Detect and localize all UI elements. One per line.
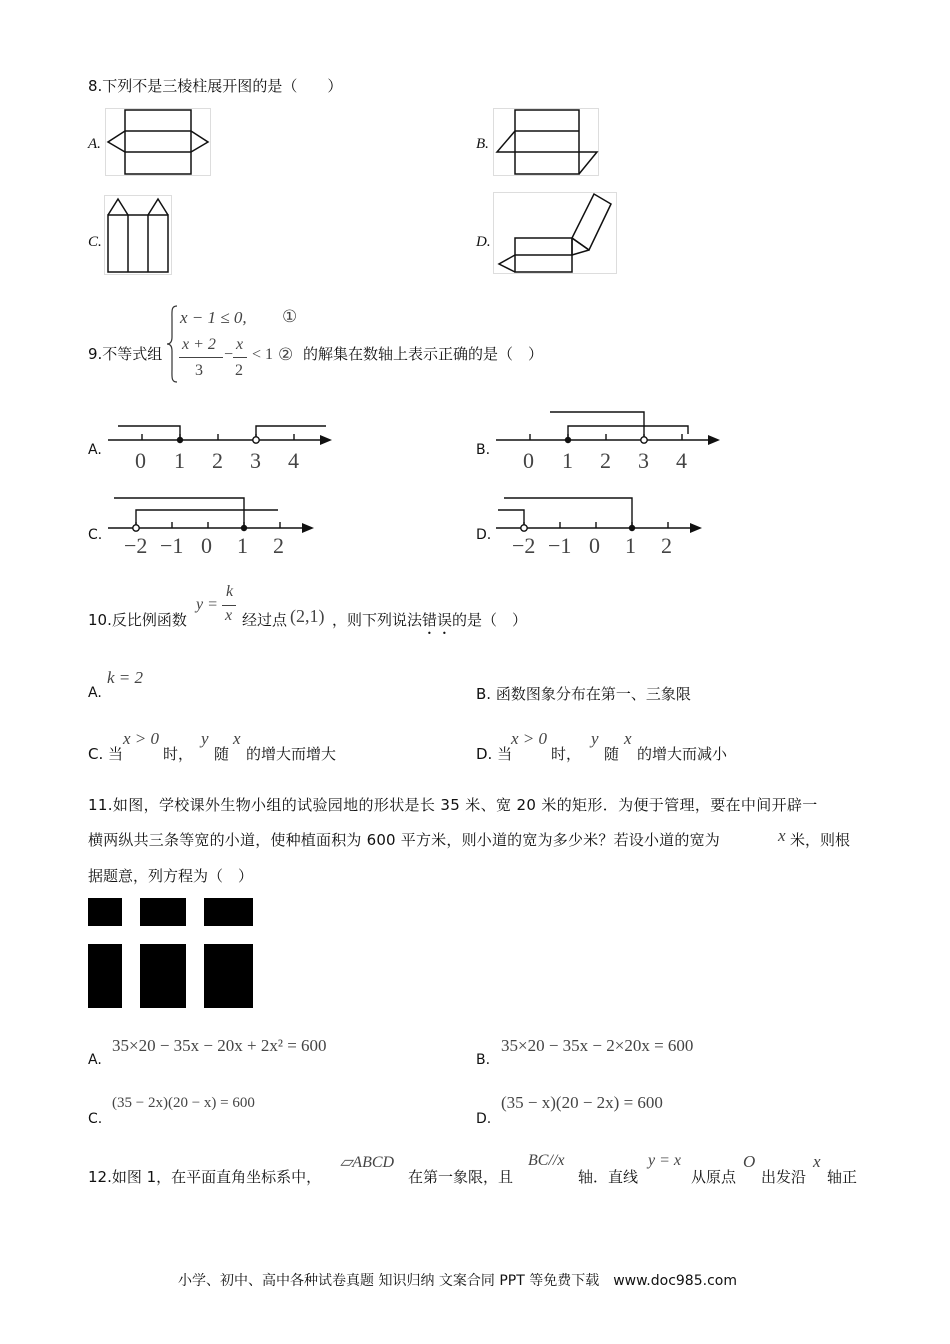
- q10-option-d-y: y: [591, 729, 599, 748]
- q10-option-c-sui: 随: [214, 745, 230, 763]
- q9-d-tick-1: 1: [625, 533, 636, 558]
- q12-prefix: 12.如图 1，在平面直角坐标系中，: [88, 1168, 322, 1186]
- q9-frac2-bar: [233, 357, 247, 358]
- q8-stem: 8.下列不是三棱柱展开图的是（ ）: [88, 77, 343, 95]
- q10-frac-numerator: k: [226, 583, 234, 600]
- q10-option-c-label: C. 当: [88, 745, 124, 763]
- q8-option-c-figure[interactable]: [104, 195, 172, 275]
- q11-option-c-math: (35 − 2x)(20 − x) = 600: [112, 1095, 255, 1111]
- q8-option-b-label: B.: [476, 136, 489, 152]
- q9-option-d-numberline[interactable]: [492, 494, 708, 534]
- q8-option-c-label: C.: [88, 234, 102, 250]
- q9-circle-2: ②: [278, 345, 294, 364]
- q9-c-tick-neg1: −1: [160, 533, 184, 558]
- q8-option-b-figure[interactable]: [493, 108, 599, 176]
- q11-garden-figure: [88, 898, 256, 1010]
- q11-line-3: 据题意，列方程为（ ）: [88, 867, 254, 885]
- q9-c-tick-2: 2: [273, 533, 284, 558]
- q8-option-a-figure[interactable]: [105, 108, 211, 176]
- page-footer: 小学、初中、高中各种试卷真题 知识归纳 文案合同 PPT 等免费下载 www.doc985.com: [178, 1273, 737, 1289]
- q9-brace: [166, 305, 178, 383]
- q10-option-a-label: A.: [88, 685, 102, 701]
- q12-text-1: 在第一象限，且: [408, 1168, 514, 1186]
- q9-d-tick-0: 0: [589, 533, 600, 558]
- q11-option-a-label: A.: [88, 1052, 102, 1068]
- q11-option-b-math: 35×20 − 35x − 2×20x = 600: [501, 1036, 694, 1055]
- q9-less-than-1: < 1: [252, 346, 274, 363]
- q9-frac1-bar: [179, 357, 223, 358]
- q9-b-tick-0: 0: [523, 448, 534, 473]
- q9-option-c-label: C.: [88, 527, 103, 543]
- q12-text-5: 轴正: [827, 1168, 858, 1186]
- q9-frac1-numerator: x + 2: [182, 336, 216, 353]
- q9-suffix: 的解集在数轴上表示正确的是（ ）: [303, 345, 544, 363]
- q9-b-tick-4: 4: [676, 448, 687, 473]
- q9-frac2-denominator: 2: [235, 362, 243, 379]
- q10-frac-denominator: x: [225, 607, 233, 624]
- q11-line-2b: 米，则根: [790, 831, 851, 849]
- q12-bc-parallel: BC//x: [528, 1152, 565, 1169]
- q10-option-c-when: 时，: [163, 745, 194, 763]
- q11-option-d-math: (35 − x)(20 − 2x) = 600: [501, 1093, 663, 1112]
- q9-option-c-numberline[interactable]: [104, 494, 320, 534]
- q10-option-d-sui: 随: [604, 745, 620, 763]
- q8-option-d-figure[interactable]: [493, 192, 617, 274]
- q11-line-2-x: x: [778, 826, 786, 845]
- q12-parallelogram: ▱ABCD: [340, 1154, 395, 1171]
- q9-a-tick-2: 2: [212, 448, 223, 473]
- q9-option-b-label: B.: [476, 442, 491, 458]
- q9-frac2-numerator: x: [236, 336, 244, 353]
- q9-b-tick-3: 3: [638, 448, 649, 473]
- q12-line-yx: y = x: [648, 1152, 681, 1169]
- q10-prefix: 10.反比例函数: [88, 611, 187, 629]
- q9-c-tick-neg2: −2: [124, 533, 148, 558]
- q12-origin: O: [743, 1152, 756, 1171]
- q9-a-tick-3: 3: [250, 448, 261, 473]
- q10-option-d-when: 时，: [551, 745, 582, 763]
- q10-point: (2,1): [290, 606, 325, 626]
- q12-text-4: 出发沿: [761, 1168, 807, 1186]
- q9-inequality-1: x − 1 ≤ 0,: [180, 308, 247, 327]
- q10-option-c-condition: x > 0: [123, 729, 160, 748]
- q11-option-b-label: B.: [476, 1052, 491, 1068]
- q9-c-tick-0: 0: [201, 533, 212, 558]
- q8-option-a-label: A.: [88, 136, 101, 152]
- q9-a-tick-1: 1: [174, 448, 185, 473]
- q12-x: x: [813, 1152, 821, 1171]
- q11-option-a-math: 35×20 − 35x − 20x + 2x² = 600: [112, 1036, 327, 1055]
- q12-text-2: 轴．直线: [578, 1168, 639, 1186]
- q10-mid: 经过点: [242, 611, 288, 629]
- q10-y-equals: y =: [196, 596, 218, 613]
- q10-tail-2: 的是（ ）: [452, 611, 528, 629]
- q11-option-d-label: D.: [476, 1111, 492, 1127]
- q10-option-d-x: x: [624, 729, 632, 748]
- q9-option-d-label: D.: [476, 527, 492, 543]
- q8-option-d-label: D.: [476, 234, 491, 250]
- q9-c-tick-1: 1: [237, 533, 248, 558]
- q11-option-c-label: C.: [88, 1111, 103, 1127]
- q10-emphasis: 错误: [422, 611, 453, 629]
- q9-option-a-label: A.: [88, 442, 102, 458]
- q10-option-c-tail: 的增大而增大: [246, 745, 337, 763]
- q10-option-d-condition: x > 0: [511, 729, 548, 748]
- q9-frac1-denominator: 3: [195, 362, 203, 379]
- q9-d-tick-neg1: −1: [548, 533, 572, 558]
- q10-option-d-tail: 的增大而减小: [637, 745, 728, 763]
- q9-d-tick-neg2: −2: [512, 533, 536, 558]
- q10-option-a-math: k = 2: [107, 668, 144, 687]
- q9-a-tick-4: 4: [288, 448, 299, 473]
- q10-tail-1: ，则下列说法: [332, 611, 423, 629]
- q9-circle-1: ①: [282, 307, 298, 326]
- q9-b-tick-1: 1: [562, 448, 573, 473]
- q9-minus: −: [224, 346, 234, 363]
- q10-option-c-y: y: [201, 729, 209, 748]
- q9-b-tick-2: 2: [600, 448, 611, 473]
- q9-d-tick-2: 2: [661, 533, 672, 558]
- q11-line-1: 11.如图，学校课外生物小组的试验园地的形状是长 35 米、宽 20 米的矩形．为便于管理，要在中间开辟一: [88, 796, 818, 814]
- q10-option-b: B. 函数图象分布在第一、三象限: [476, 685, 691, 703]
- q9-prefix: 9.不等式组: [88, 345, 163, 363]
- q10-option-c-x: x: [233, 729, 241, 748]
- q9-a-tick-0: 0: [135, 448, 146, 473]
- q11-line-2a: 横两纵共三条等宽的小道，使种植面积为 600 平方米，则小道的宽为多少米？若设小道的宽为: [88, 831, 720, 849]
- q10-option-d-label: D. 当: [476, 745, 513, 763]
- q12-text-3: 从原点: [691, 1168, 737, 1186]
- q10-frac-bar: [222, 605, 236, 606]
